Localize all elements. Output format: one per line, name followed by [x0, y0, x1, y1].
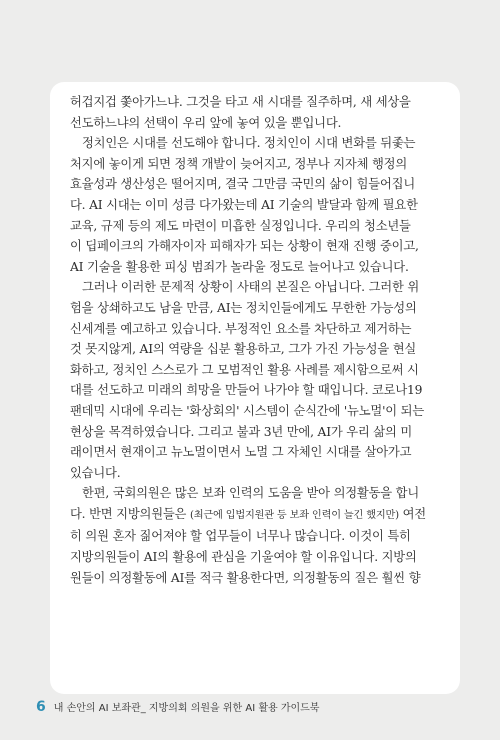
text-line: 히 의원 혼자 짊어져야 할 업무들이 너무나 많습니다. 이것이 특히: [70, 529, 411, 544]
paragraph-3: [70, 277, 440, 483]
text-line: 팬데믹 시대에 우리는 '화상회의' 시스템이 순식간에 '뉴노멀'이 되는: [70, 403, 425, 418]
parenthetical-note: (최근에 입법지원관 등 보좌 인력이 늘긴 했지만): [189, 509, 399, 521]
paragraph-2: [70, 133, 440, 277]
text-line: 허겁지겁 쫓아가느냐. 그것을 타고 새 시대를 질주하며, 새 세상을: [70, 95, 411, 109]
page-number: 6: [36, 699, 46, 715]
page-footer: [36, 699, 319, 715]
text-line: AI 기술을 활용한 피싱 범죄가 놀라울 정도로 늘어나고 있습니다.: [70, 259, 409, 274]
text-segment: 다. 반면 지방의원들은: [70, 506, 190, 521]
page-card: [50, 82, 460, 694]
text-line: 원들이 의정활동에 AI를 적극 활용한다면, 의정활동의 질은 훨씬 향: [70, 570, 421, 585]
text-line: 래이면서 현재이고 뉴노멀이면서 노멀 그 자체인 시대를 살아가고: [70, 445, 412, 460]
text-line: 그러나 이러한 문제적 상황이 사태의 본질은 아닙니다. 그러한 위: [82, 280, 420, 295]
text-line: 있습니다.: [70, 465, 121, 480]
text-line: 지방의원들이 AI의 활용에 관심을 기울여야 할 이유입니다. 지방의: [70, 550, 417, 565]
text-line: 것 못지않게, AI의 역량을 십분 활용하고, 그가 가진 가능성을 현실: [70, 342, 417, 357]
text-line: 다. AI 시대는 이미 성큼 다가왔는데 AI 기술의 발달과 함께 필요한: [70, 197, 418, 212]
text-line: 이 딥페이크의 가해자이자 피해자가 되는 상황이 현재 진행 중이고,: [70, 239, 419, 254]
text-line: 정치인은 시대를 선도해야 합니다. 정치인이 시대 변화를 뒤좇는: [82, 136, 416, 151]
running-title: 내 손안의 AI 보좌관_ 지방의회 의원을 위한 AI 활용 가이드북: [53, 703, 320, 714]
text-line: 선도하느냐의 선택이 우리 앞에 놓여 있을 뿐입니다.: [70, 115, 342, 130]
text-line: 한편, 국회의원은 많은 보좌 인력의 도움을 받아 의정활동을 합니: [82, 486, 420, 501]
paragraph-1: [70, 92, 440, 133]
text-line: 대를 선도하고 미래의 희망을 만들어 나가야 할 때입니다. 코로나19: [70, 383, 423, 398]
paragraph-4: [70, 483, 440, 588]
text-line: 현상을 목격하였습니다. 그리고 불과 3년 만에, AI가 우리 삶의 미: [70, 424, 413, 439]
text-line: 교육, 규제 등의 제도 마련이 미흡한 실정입니다. 우리의 청소년들: [70, 218, 411, 233]
text-segment: 여전: [398, 506, 426, 521]
text-line: 화하고, 정치인 스스로가 그 모범적인 활용 사례를 제시함으로써 시: [70, 362, 419, 377]
text-line: 험을 상쇄하고도 남을 만큼, AI는 정치인들에게도 무한한 가능성의: [70, 300, 417, 315]
text-line: 신세계를 예고하고 있습니다. 부정적인 요소를 차단하고 제거하는: [70, 321, 412, 336]
text-line: 처지에 놓이게 되면 정책 개발이 늦어지고, 정부나 지자체 행정의: [70, 156, 408, 171]
text-line: 효율성과 생산성은 떨어지며, 결국 그만큼 국민의 삶이 힘들어집니: [70, 177, 415, 192]
text-line-with-note: [70, 504, 440, 527]
